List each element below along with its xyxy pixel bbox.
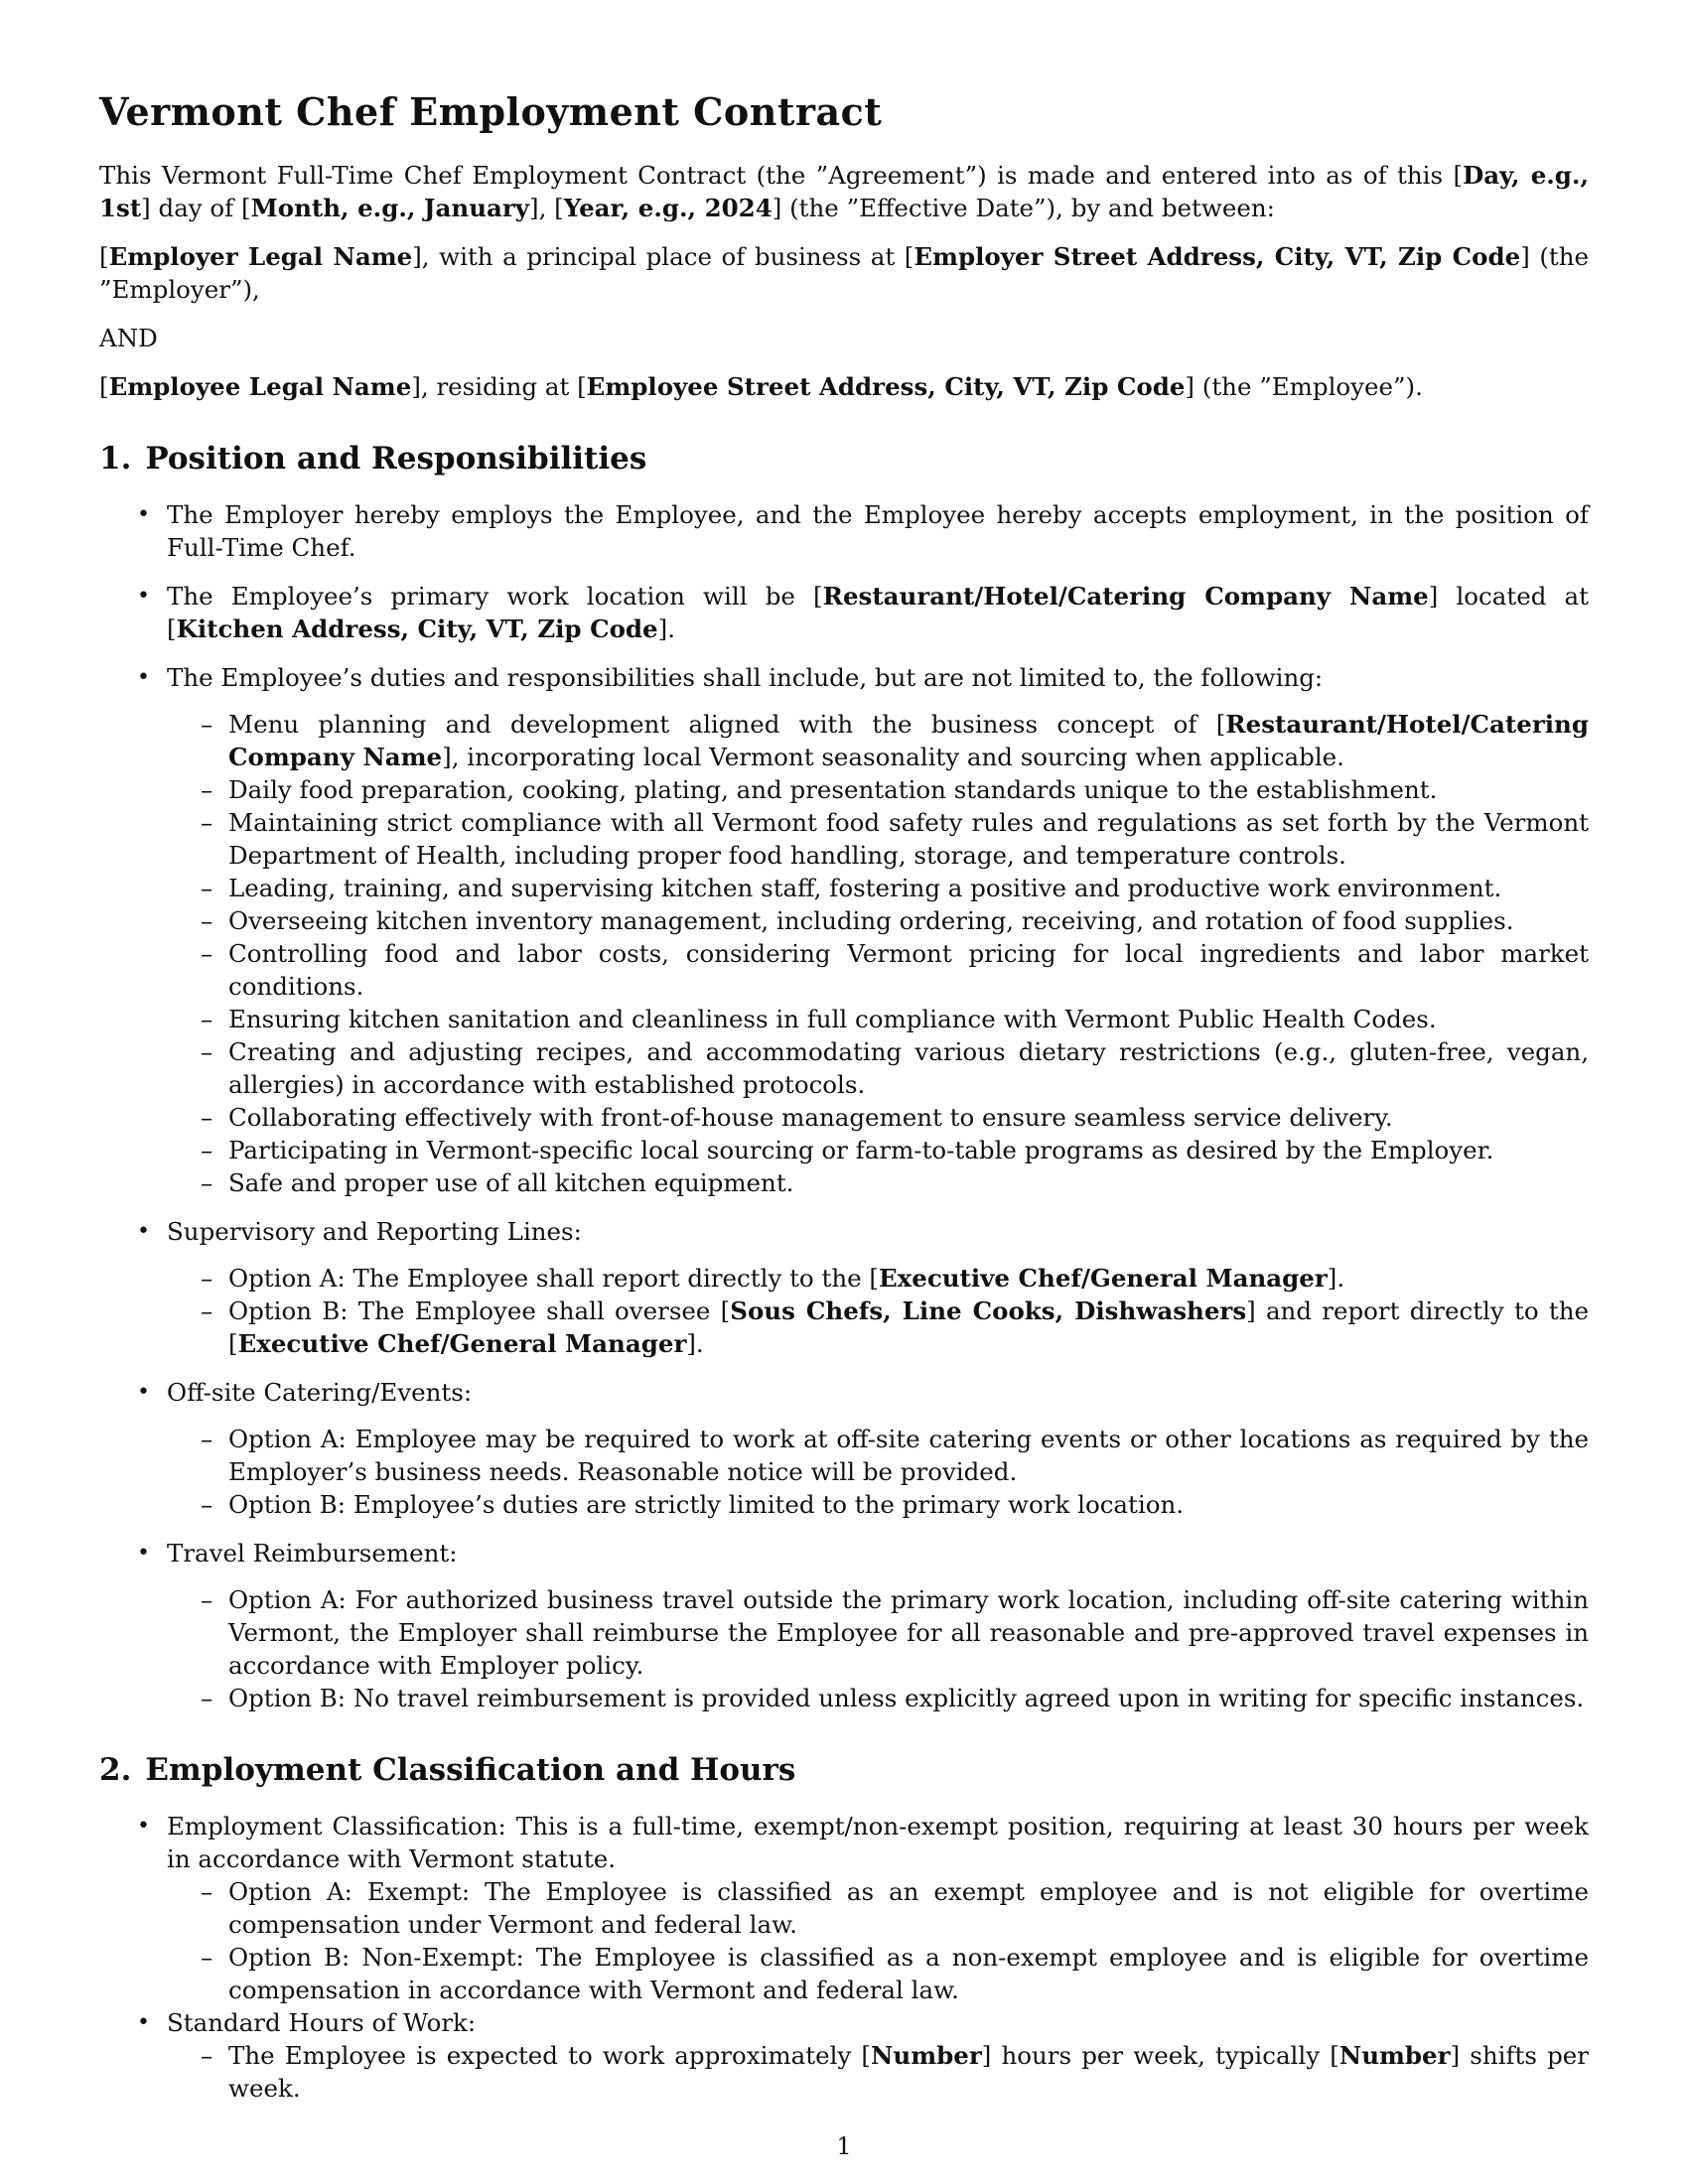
text: This Vermont Full-Time Chef Employment Contract (the ”Agreement”) is made and entered into as of this [ [99, 161, 1464, 190]
text: The Employee’s primary work location will be [ [167, 582, 823, 611]
text: ] (the ”Effective Date”), by and between: [772, 194, 1275, 222]
list-item [167, 1262, 1589, 1295]
text: ]. [1327, 1264, 1345, 1293]
section-number: 1. [99, 441, 132, 477]
section-title: Position and Responsibilities [145, 441, 647, 477]
placeholder-role: Executive Chef/General Manager [237, 1329, 687, 1358]
duties-list [167, 708, 1589, 1199]
text: Travel Reimbursement: [167, 1539, 458, 1568]
list-item [99, 2006, 1589, 2105]
list-item: – Controlling food and labor costs, considering Vermont pricing for local ingredients and labor market conditions. [167, 937, 1589, 1003]
list-item: – Overseeing kitchen inventory management, including ordering, receiving, and rotation of food supplies. [167, 904, 1589, 937]
text: The Employee is expected to work approximately [ [228, 2041, 871, 2070]
placeholder-day: Day, e.g., 1st [99, 161, 1589, 222]
placeholder-month: Month, e.g., January [250, 194, 530, 222]
list-item [99, 1215, 1589, 1360]
offsite-options [167, 1423, 1589, 1521]
section-1-list [99, 498, 1589, 1714]
list-item [99, 580, 1589, 645]
text: Option A: The Employee shall report directly to the [ [228, 1264, 879, 1293]
placeholder-number: Number [1338, 2041, 1451, 2070]
document-page [99, 89, 1589, 2105]
placeholder-role: Executive Chef/General Manager [878, 1264, 1328, 1293]
list-item: • The Employer hereby employs the Employee, and the Employee hereby accepts employment, in the position of Full-Time Chef. [99, 498, 1589, 564]
and-text: AND [99, 324, 158, 352]
section-title: Employment Classification and Hours [145, 1752, 796, 1788]
list-item: – Option A: For authorized business travel outside the primary work location, including off-site catering within Vermont, the Employer shall reimburse the Employee for all reasonable and pre-approved travel expenses in accordance with Employer policy. [167, 1583, 1589, 1682]
placeholder-company: Restaurant/Hotel/Catering Company Name [228, 710, 1589, 771]
placeholder-employer-name: Employer Legal Name [108, 242, 413, 271]
section-1-heading [99, 439, 1589, 478]
text: Standard Hours of Work: [167, 2008, 477, 2037]
placeholder-employee-address: Employee Street Address, City, VT, Zip Code [586, 372, 1186, 401]
list-item: – Option B: Non-Exempt: The Employee is classified as a non-exempt employee and is eligible for overtime compensation in accordance with Vermont and federal law. [167, 1941, 1589, 2006]
section-number: 2. [99, 1752, 132, 1788]
employer-paragraph [99, 240, 1589, 306]
placeholder-staff: Sous Chefs, Line Cooks, Dishwashers [730, 1297, 1247, 1325]
placeholder-employee-name: Employee Legal Name [108, 372, 412, 401]
hours-list [167, 2039, 1589, 2105]
text: ], residing at [ [411, 372, 587, 401]
text: ] shifts per week. [228, 2041, 1590, 2103]
text: Menu planning and development aligned with the business concept of [ [228, 710, 1226, 739]
text: ] hours per week, typically [ [981, 2041, 1339, 2070]
list-item: – Ensuring kitchen sanitation and cleanliness in full compliance with Vermont Public Health Codes. [167, 1003, 1589, 1035]
text: ], [ [529, 194, 564, 222]
supervisory-options [167, 1262, 1589, 1360]
text: ]. [657, 614, 676, 643]
list-item: – Collaborating effectively with front-of-house management to ensure seamless service delivery. [167, 1101, 1589, 1134]
text: ] and report directly to the [ [228, 1297, 1589, 1358]
text: The Employee’s duties and responsibilities shall include, but are not limited to, the following: [167, 663, 1324, 692]
placeholder-employer-address: Employer Street Address, City, VT, Zip Code [914, 242, 1521, 271]
placeholder-year: Year, e.g., 2024 [563, 194, 773, 222]
text: ] day of [ [141, 194, 251, 222]
list-item [99, 661, 1589, 1199]
list-item: – Option B: Employee’s duties are strictly limited to the primary work location. [167, 1488, 1589, 1521]
placeholder-company: Restaurant/Hotel/Catering Company Name [822, 582, 1429, 611]
section-2-list [99, 1810, 1589, 2105]
text: ] located at [ [167, 582, 1589, 643]
list-item [167, 2039, 1589, 2105]
text: [ [99, 372, 109, 401]
text: ]. [686, 1329, 704, 1358]
text: Option B: The Employee shall oversee [ [228, 1297, 731, 1325]
placeholder-number: Number [870, 2041, 982, 2070]
travel-options [167, 1583, 1589, 1714]
text: Employment Classification: This is a full-time, exempt/non-exempt position, requiring at least 30 hours per week in accordance with Vermont statute. [167, 1812, 1589, 1873]
list-item: – Maintaining strict compliance with all Vermont food safety rules and regulations as set forth by the Vermont Department of Health, including proper food handling, storage, and temperature controls. [167, 806, 1589, 872]
list-item [99, 1810, 1589, 2006]
text: [ [99, 242, 109, 271]
classification-options [167, 1875, 1589, 2006]
list-item: – Participating in Vermont-specific local sourcing or farm-to-table programs as desired by the Employer. [167, 1134, 1589, 1166]
text: ], with a principal place of business at [ [412, 242, 914, 271]
employee-paragraph [99, 370, 1589, 403]
list-item: – Option A: Exempt: The Employee is classified as an exempt employee and is not eligible for overtime compensation under Vermont and federal law. [167, 1875, 1589, 1941]
list-item: – Safe and proper use of all kitchen equipment. [167, 1166, 1589, 1199]
document-title: Vermont Chef Employment Contract [99, 89, 883, 134]
page-number: 1 [836, 2132, 852, 2160]
list-item [99, 1537, 1589, 1714]
intro-paragraph [99, 159, 1589, 224]
list-item: – Creating and adjusting recipes, and accommodating various dietary restrictions (e.g., gluten-free, vegan, allergies) in accordance with established protocols. [167, 1035, 1589, 1101]
placeholder-kitchen-address: Kitchen Address, City, VT, Zip Code [176, 614, 658, 643]
list-item [167, 708, 1589, 773]
text: Off-site Catering/Events: [167, 1378, 473, 1407]
list-item: – Daily food preparation, cooking, plating, and presentation standards unique to the establishment. [167, 773, 1589, 806]
list-item: – Option B: No travel reimbursement is provided unless explicitly agreed upon in writing for specific instances. [167, 1682, 1589, 1714]
text: ], incorporating local Vermont seasonality and sourcing when applicable. [442, 743, 1344, 771]
text: Supervisory and Reporting Lines: [167, 1217, 582, 1246]
section-2-heading [99, 1750, 1589, 1790]
list-item: – Leading, training, and supervising kitchen staff, fostering a positive and productive work environment. [167, 872, 1589, 904]
list-item [167, 1295, 1589, 1360]
text: ] (the ”Employee”). [1185, 372, 1423, 401]
list-item [99, 1376, 1589, 1521]
list-item: – Option A: Employee may be required to work at off-site catering events or other locations as required by the Employer’s business needs. Reasonable notice will be provided. [167, 1423, 1589, 1488]
text: ] (the ”Employer”), [99, 242, 1590, 304]
